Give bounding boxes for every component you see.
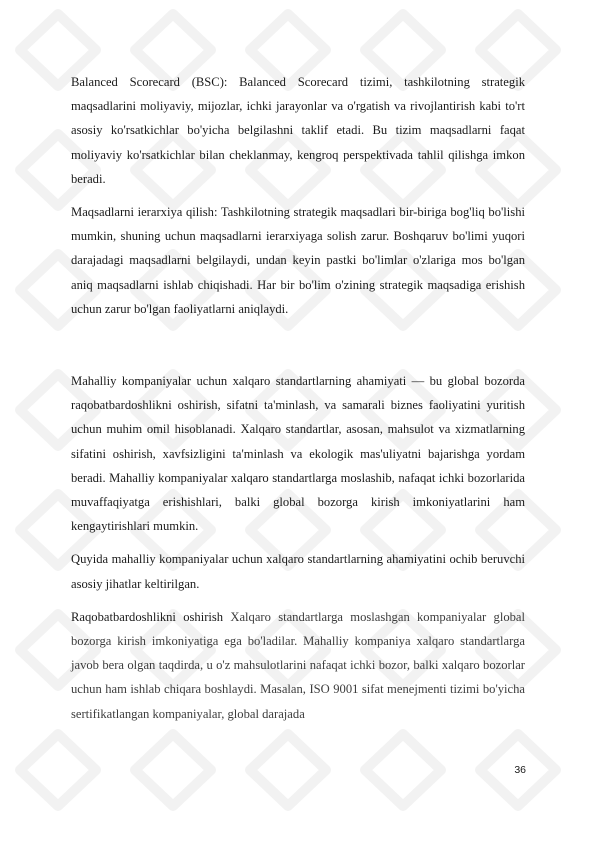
competitiveness-text: Xalqaro standartlarga moslashgan kompaniyalar global bozorga kirish imkoniyatiga ega bo'ladilar. Mahalliy kompaniya xalqaro standartlarga javob bera olgan taqdirda, u o'z mahsulotlarini nafaqat ichki bozor, balki xalqaro bozorlar uchun ham ishlab chiqara boshlaydi. Masalan, ISO 9001 sifat menejmenti tizimi bo'yicha sertifikatlangan kompaniyalar, global darajada — [71, 609, 525, 721]
document-body — [71, 70, 525, 726]
page-number: 36 — [514, 764, 526, 776]
competitiveness-heading: Raqobatbardoshlikni oshirish — [71, 609, 224, 624]
paragraph-balanced-scorecard: Balanced Scorecard (BSC): Balanced Scorecard tizimi, tashkilotning strategik maqsadlarini moliyaviy, mijozlar, ichki jarayonlar va o'rgatish va rivojlantirish kabi to'rt asosiy ko'rsatkichlar bo'yicha belgilashni taklif etadi. Bu tizim maqsadlarni faqat moliyaviy ko'rsatkichlar bilan cheklanmay, kengroq perspektivada tahlil qilishga imkon beradi. — [71, 75, 525, 186]
paragraph-international-standards: Mahalliy kompaniyalar uchun xalqaro standartlarning ahamiyati — bu global bozorda raqobatbardoshlikni oshirish, sifatni ta'minlash, va samarali biznes faoliyatini yuritish uchun muhim omil hisoblanadi. Xalqaro standartlar, asosan, mahsulot va xizmatlarning sifatini oshirish, xavfsizligini ta'minlash va ekologik mas'uliyatni bajarishga yordam beradi. Mahalliy kompaniyalar xalqaro standartlarga moslashib, nafaqat ichki bozorlarida muvaffaqiyatga erishishlari, balki global bozorga kirish imkoniyatlarini ham kengaytirishlari mumkin. — [71, 374, 525, 534]
paragraph-goal-hierarchy: Maqsadlarni ierarxiya qilish: Tashkilotning strategik maqsadlari bir-biriga bog'liq bo'lishi mumkin, shuning uchun maqsadlarni ierarxiyaga solish zarur. Boshqaruv bo'limi yuqori darajadagi maqsadlarni belgilaydi, undan keyin pastki bo'limlar o'zlariga mos bo'lgan aniq maqsadlarni ishlab chiqishadi. Har bir bo'lim o'zining strategik maqsadiga erishish uchun zarur bo'lgan faoliyatlarni aniqlaydi. — [71, 205, 525, 316]
paragraph-aspects-intro: Quyida mahalliy kompaniyalar uchun xalqaro standartlarning ahamiyatini ochib beruvchi asosiy jihatlar keltirilgan. — [71, 552, 525, 591]
paragraph-competitiveness — [71, 605, 525, 726]
